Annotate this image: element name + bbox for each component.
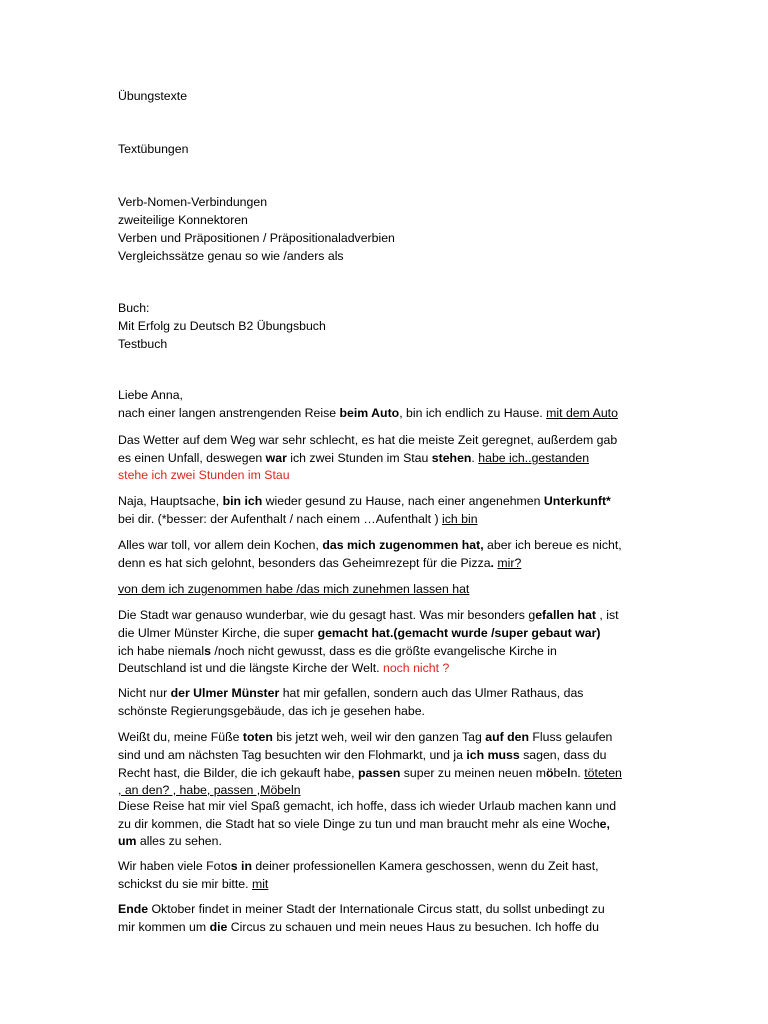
letter-line: denn es hat sich gelohnt, besonders das Geheimrezept für die Pizza. mir? [118,556,522,570]
letter-line: bei dir. (*besser: der Aufenthalt / nach einem …Aufenthalt ) ich bin [118,512,478,526]
letter-line: ich habe niemals /noch nicht gewusst, dass es die größte evangelische Kirche in [118,644,557,658]
letter-line: Weißt du, meine Füße toten bis jetzt weh, weil wir den ganzen Tag auf den Fluss gelaufen [118,730,613,744]
letter-line: Deutschland ist und die längste Kirche der Welt. noch nicht ? [118,661,450,675]
letter-line: Das Wetter auf dem Weg war sehr schlecht, es hat die meiste Zeit geregnet, außerdem gab [118,433,618,447]
topic-item: Verben und Präpositionen / Präpositionaladverbien [118,231,395,245]
letter-line: , an den? , habe, passen ,Möbeln [118,783,301,797]
topic-item: zweiteilige Konnektoren [118,213,248,227]
book-sub: Testbuch [118,337,168,351]
letter-line: Naja, Hauptsache, bin ich wieder gesund zu Hause, nach einer angenehmen Unterkunft* [118,494,611,508]
letter-line: schönste Regierungsgebäude, das ich je gesehen habe. [118,704,425,718]
letter-line: sind und am nächsten Tag besuchten wir den Flohmarkt, und ja ich muss sagen, dass du [118,748,607,762]
letter-line: Alles war toll, vor allem dein Kochen, das mich zugenommen hat, aber ich bereue es nicht, [118,538,622,552]
letter-line: Recht hast, die Bilder, die ich gekauft habe, passen super zu meinen neuen möbeln. töteten [118,766,622,780]
letter-line: es einen Unfall, deswegen war ich zwei Stunden im Stau stehen. habe ich..gestanden [118,451,590,465]
letter-line: Die Stadt war genauso wunderbar, wie du gesagt hast. Was mir besonders gefallen hat , ist [118,608,619,622]
letter-line: von dem ich zugenommen habe /das mich zunehmen lassen hat [118,582,470,596]
topic-item: Verb-Nomen-Verbindungen [118,195,268,209]
book-label: Buch: [118,301,150,315]
document-subtitle: Textübungen [118,142,189,156]
letter-line: nach einer langen anstrengenden Reise beim Auto, bin ich endlich zu Hause. mit dem Auto [118,406,618,420]
topic-item: Vergleichssätze genau so wie /anders als [118,249,344,263]
letter-line: Diese Reise hat mir viel Spaß gemacht, ich hoffe, dass ich wieder Urlaub machen kann und [118,799,617,813]
letter-line: die Ulmer Münster Kirche, die super gemacht hat.(gemacht wurde /super gebaut war) [118,626,601,640]
book-title: Mit Erfolg zu Deutsch B2 Übungsbuch [118,319,326,333]
document-title: Übungstexte [118,89,188,103]
letter-line: um alles zu sehen. [118,834,222,848]
letter-salutation: Liebe Anna, [118,388,183,402]
letter-line: Nicht nur der Ulmer Münster hat mir gefallen, sondern auch das Ulmer Rathaus, das [118,686,584,700]
letter-line: schickst du sie mir bitte. mit [118,877,269,891]
letter-line: Wir haben viele Fotos in deiner professionellen Kamera geschossen, wenn du Zeit hast, [118,859,599,873]
letter-line: Ende Oktober findet in meiner Stadt der Internationale Circus statt, du sollst unbedingt zu [118,902,605,916]
correction-note: stehe ich zwei Stunden im Stau [118,468,290,482]
correction-note: noch nicht ? [382,661,450,675]
letter-line: zu dir kommen, die Stadt hat so viele Dinge zu tun und man braucht mehr als eine Woche, [118,817,610,831]
letter-line: mir kommen um die Circus zu schauen und mein neues Haus zu besuchen. Ich hoffe du [118,920,599,934]
